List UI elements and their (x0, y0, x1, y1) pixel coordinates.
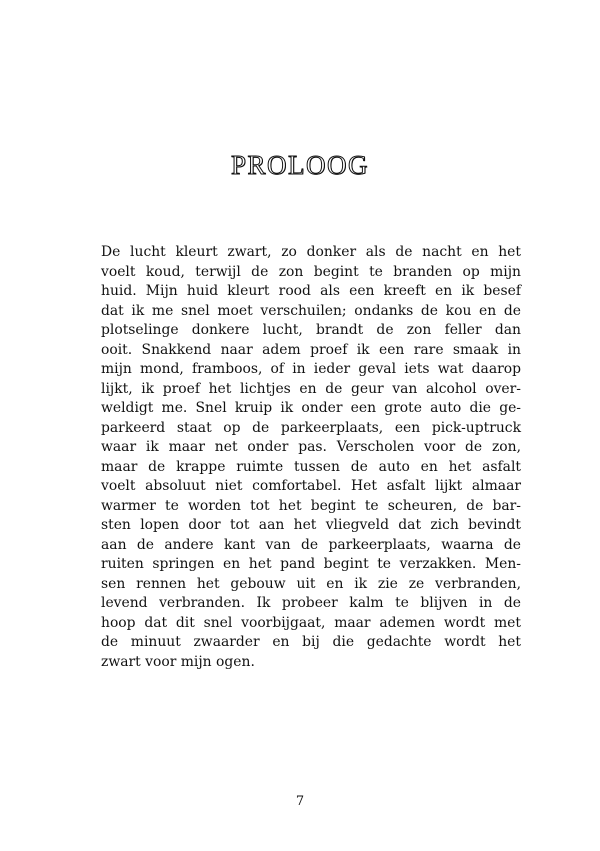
body-paragraph (101, 243, 521, 672)
text-line: parkeerd staat op de parkeerplaats, een pick-uptruck (101, 419, 521, 436)
text-line: dat ik me snel moet verschuilen; ondanks de kou en de (101, 302, 521, 319)
text-line: de minuut zwaarder en bij die gedachte wordt het (101, 634, 521, 650)
text-line: sen rennen het gebouw uit en ik zie ze verbranden, (101, 575, 521, 592)
text-line: waar ik maar net onder pas. Verscholen voor de zon, (101, 439, 521, 455)
text-line: huid. Mijn huid kleurt rood als een kreeft en ik besef (101, 283, 521, 299)
text-line: warmer te worden tot het begint te scheuren, de bar- (101, 497, 521, 514)
chapter-title: PROLOOG (230, 150, 369, 181)
text-line: levend verbranden. Ik probeer kalm te blijven in de (101, 595, 521, 611)
text-line: plotselinge donkere lucht, brandt de zon feller dan (101, 322, 521, 338)
text-line: aan de andere kant van de parkeerplaats, waarna de (101, 536, 521, 553)
text-line: ooit. Snakkend naar adem proef ik een rare smaak in (101, 341, 521, 358)
text-line: mijn mond, framboos, of in ieder geval iets wat daarop (101, 361, 521, 377)
text-line: weldigt me. Snel kruip ik onder een grote auto die ge- (101, 400, 521, 416)
text-line: De lucht kleurt zwart, zo donker als de nacht en het (101, 244, 521, 260)
text-line: maar de krappe ruimte tussen de auto en het asfalt (101, 458, 521, 475)
page-number: 7 (295, 794, 305, 809)
text-line: voelt absoluut niet comfortabel. Het asfalt lijkt almaar (101, 478, 521, 494)
text-line: voelt koud, terwijl de zon begint te branden op mijn (101, 263, 521, 280)
text-line: hoop dat dit snel voorbijgaat, maar ademen wordt met (101, 614, 521, 631)
text-line: sten lopen door tot aan het vliegveld dat zich bevindt (101, 517, 521, 533)
text-line: zwart voor mijn ogen. (101, 653, 255, 670)
text-line: lijkt, ik proef het lichtjes en de geur van alcohol over- (101, 380, 521, 397)
text-line: ruiten springen en het pand begint te verzakken. Men- (101, 556, 521, 572)
